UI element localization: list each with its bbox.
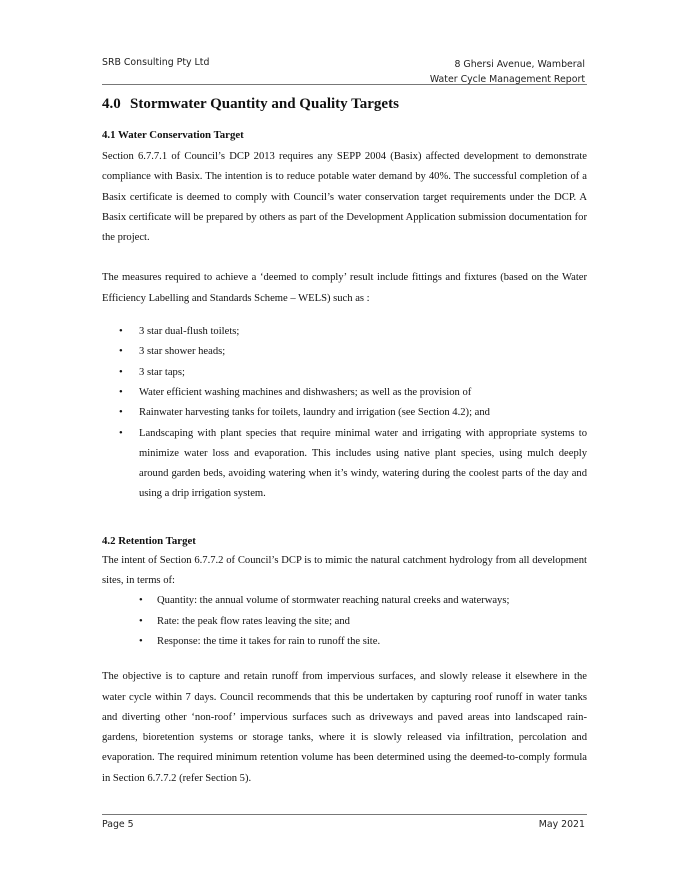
report-date: May 2021 — [538, 819, 585, 830]
bullet-icon: • — [139, 635, 143, 647]
bullet-icon: • — [119, 407, 123, 419]
footer-divider — [102, 814, 587, 815]
list-item — [102, 612, 587, 632]
subsection-heading-4-2: 4.2 Retention Target — [102, 534, 196, 547]
list-item-text: Landscaping with plant species that require minimal water and irrigating with appropriate systems to minimize water loss and evaporation. This includes using native plant species, using mulch deeply around garden beds, avoiding watering when it’s windy, watering during the coolest parts of the day and using a drip irrigation system. — [139, 427, 587, 500]
section-heading — [102, 94, 587, 114]
hydrology-terms-list — [102, 591, 587, 652]
bullet-icon: • — [119, 346, 123, 358]
bullet-icon: • — [139, 595, 143, 607]
bullet-icon: • — [119, 427, 123, 439]
bullet-icon: • — [119, 326, 123, 338]
list-item — [102, 632, 587, 652]
bullet-icon: • — [139, 615, 143, 627]
paragraph: The measures required to achieve a ‘deemed to comply’ result include fittings and fixtures (based on the Water Efficiency Labelling and Standards Scheme – WELS) such as : — [102, 272, 587, 304]
list-item — [102, 383, 587, 403]
page-number: Page 5 — [102, 819, 134, 830]
list-item-text: 3 star dual-flush toilets; — [139, 326, 240, 338]
paragraph: Section 6.7.7.1 of Council’s DCP 2013 requires any SEPP 2004 (Basix) affected development to demonstrate compliance with Basix. The intention is to reduce potable water demand by 40%. The successful completion of a Basix certificate is deemed to comply with Council’s water conservation target requirements under the DCP. A Basix certificate will be prepared by others as part of the Development Application submission documentation for the project. — [102, 151, 587, 244]
list-item — [102, 403, 587, 423]
paragraph: The intent of Section 6.7.7.2 of Council’s DCP is to mimic the natural catchment hydrology from all development sites, in terms of: — [102, 554, 587, 587]
list-item-text: Response: the time it takes for rain to runoff the site. — [157, 635, 381, 647]
list-item-text: Rainwater harvesting tanks for toilets, laundry and irrigation (see Section 4.2); and — [139, 407, 490, 419]
page-content — [102, 94, 587, 789]
list-item — [102, 363, 587, 383]
list-item — [102, 591, 587, 611]
bullet-icon: • — [119, 386, 123, 398]
list-item-text: Quantity: the annual volume of stormwater reaching natural creeks and waterways; — [157, 595, 510, 607]
page-footer — [102, 819, 587, 830]
list-item-text: 3 star shower heads; — [139, 346, 226, 358]
header-divider — [102, 84, 587, 85]
list-item — [102, 342, 587, 362]
section-title: Stormwater Quantity and Quality Targets — [130, 96, 399, 112]
subsection-heading-4-1: 4.1 Water Conservation Target — [102, 129, 244, 141]
header-right — [430, 57, 585, 87]
report-title: Water Cycle Management Report — [429, 74, 585, 85]
site-address: 8 Ghersi Avenue, Wamberal — [454, 59, 585, 70]
list-item — [102, 424, 587, 505]
bullet-icon: • — [119, 366, 123, 378]
list-item-text: Water efficient washing machines and dishwashers; as well as the provision of — [139, 386, 472, 398]
measures-list — [102, 322, 587, 505]
company-name: SRB Consulting Pty Ltd — [102, 57, 210, 68]
list-item — [102, 322, 587, 342]
list-item-text: 3 star taps; — [139, 366, 185, 378]
paragraph: The objective is to capture and retain runoff from impervious surfaces, and slowly release it elsewhere in the water cycle within 7 days. Council recommends that this be undertaken by capturing roof runoff in water tanks and diverting other ‘non-roof’ impervious surfaces such as driveways and paved areas into landscaped rain-gardens, bioretention systems or storage tanks, where it is slowly released via infiltration, percolation and evaporation. The required minimum retention volume has been determined using the deemed-to-comply formula in Section 6.7.7.2 (refer Section 5). — [102, 671, 587, 784]
section-number: 4.0 — [102, 96, 121, 112]
list-item-text: Rate: the peak flow rates leaving the site; and — [157, 615, 350, 627]
